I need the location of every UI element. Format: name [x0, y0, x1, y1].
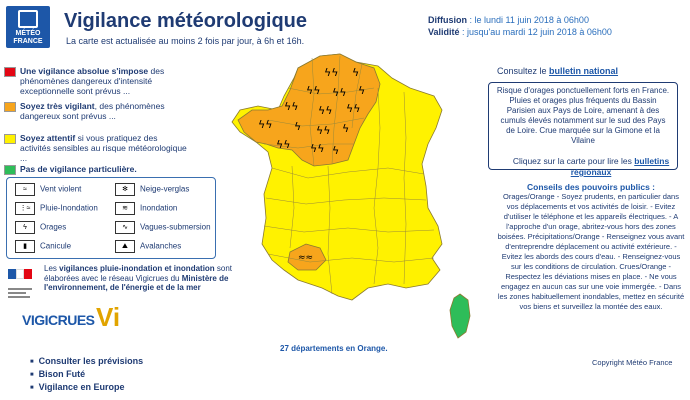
link-previsions[interactable]: ■ Consulter les prévisions [30, 356, 143, 366]
snow-ice-icon: ✻ [115, 183, 135, 196]
corsica[interactable] [450, 294, 470, 338]
vigicrues-text-1: Les [44, 264, 60, 273]
svg-text:ϟϟ: ϟϟ [316, 124, 331, 137]
republique-francaise-logo [8, 266, 34, 294]
validite-value: : jusqu'au mardi 12 juin 2018 à 06h00 [462, 27, 612, 37]
phenomenon-avalanche [115, 240, 181, 253]
legend-green [4, 164, 190, 174]
legend-orange-text: , des phénomènes dangereux sont prévus ... [20, 101, 165, 121]
national-bulletin-box: Risque d'orages ponctuellement forts en France. Pluies et orages plus fréquents du Bassin Parisien aux Pays de Loire, amenant à des cumuls élevés notamment sur le sud des Pays de Loire. Crue marquée sur la Gimone et la Vilaine [488, 82, 678, 170]
legend-green-title: Pas de vigilance particulière. [20, 164, 137, 174]
logo-mark-icon [18, 10, 38, 28]
legend-orange-title: Soyez très vigilant [20, 101, 95, 111]
regional-bulletins-link[interactable]: bulletins régionaux [570, 156, 670, 177]
bulletin-national-link[interactable]: bulletin national [549, 66, 619, 76]
phenomenon-wind [15, 183, 81, 196]
phenomenon-label: Avalanches [140, 241, 182, 251]
vigicrues-logo[interactable]: VIGICRUES [22, 312, 95, 328]
green-swatch [4, 165, 16, 175]
flood-icon: ≋ [115, 202, 135, 215]
validite-label: Validité [428, 27, 460, 37]
svg-text:ϟ: ϟ [342, 122, 350, 135]
advice-text: Orages/Orange - Soyez prudents, en particulier dans vos déplacements et vos activités de loisir. - Evitez d'utiliser le téléphone et les appareils électriques. - A l'approche d'un orage, abritez-vous hors des zones boisées. Précipitations/Orange - Renseignez vous avant d'entreprendre déplacement ou activité extérieure. - Evitez les abords des cours d'eau. - Renseignez-vous sur les conditions de circulation. Crues/Orange - Respectez les déviations mises en place. - Ne vous engagez en aucun cas sur une voie immergée. - Dans les zones habituellement inondables, mettez en sécurité vos biens et surveillez la montée des eaux. [497, 192, 685, 311]
link-bison-fute[interactable]: ■ Bison Futé [30, 369, 85, 379]
consult-prefix: Consultez le [497, 66, 550, 76]
phenomena-legend [6, 177, 216, 259]
svg-text:≈≈: ≈≈ [298, 253, 314, 263]
phenomenon-label: Vagues-submersion [140, 222, 211, 232]
svg-text:ϟϟ: ϟϟ [284, 100, 299, 113]
page-title: Vigilance météorologique [64, 10, 308, 32]
logo-text-1: MÉTÉO [15, 30, 41, 37]
logo-text-2: FRANCE [13, 38, 43, 45]
svg-text:ϟ: ϟ [294, 120, 302, 133]
ministry-link[interactable]: Ministère de l'environnement, de l'énergie et de la mer [44, 273, 229, 292]
phenomenon-rain-flood [15, 202, 98, 215]
yellow-swatch [4, 134, 16, 144]
legend-yellow [4, 133, 190, 163]
phenomenon-heat [15, 240, 71, 253]
public-advice [497, 182, 685, 312]
phenomenon-storm [15, 221, 66, 234]
waves-submersion-icon: ∿ [115, 221, 135, 234]
phenomenon-label: Pluie-Inondation [40, 203, 98, 213]
svg-text:ϟϟ: ϟϟ [346, 102, 361, 115]
phenomenon-label: Inondation [140, 203, 178, 213]
heatwave-icon: ▮ [15, 240, 35, 253]
vigicrues-link-1[interactable]: vigilances pluie-inondation et inondation [59, 264, 215, 273]
advice-title: Conseils des pouvoirs publics : [527, 182, 655, 192]
france-vigilance-map[interactable] [228, 48, 484, 348]
page-subtitle: La carte est actualisée au moins 2 fois par jour, à 6h et 16h. [66, 36, 305, 46]
phenomenon-snow [115, 183, 189, 196]
phenomenon-flood [115, 202, 177, 215]
svg-text:ϟϟ: ϟϟ [276, 138, 291, 151]
svg-text:ϟϟ: ϟϟ [324, 66, 339, 79]
svg-text:ϟϟ: ϟϟ [258, 118, 273, 131]
regional-bulletins [497, 156, 685, 178]
svg-text:ϟ: ϟ [352, 66, 360, 79]
rain-flood-icon: ⋮≈ [15, 202, 35, 215]
legend-orange [4, 101, 190, 121]
svg-text:ϟϟ: ϟϟ [332, 86, 347, 99]
diffusion-value: : le lundi 11 juin 2018 à 06h00 [469, 15, 589, 25]
diffusion-label: Diffusion [428, 15, 467, 25]
validity-box [428, 14, 680, 38]
phenomenon-label: Orages [40, 222, 67, 232]
vigicrues-vi-logo[interactable]: Vi [96, 302, 121, 332]
phenomenon-label: Canicule [40, 241, 72, 251]
meteo-france-logo[interactable] [6, 6, 50, 48]
orange-swatch [4, 102, 16, 112]
phenomenon-label: Vent violent [40, 184, 82, 194]
svg-text:ϟϟ: ϟϟ [318, 104, 333, 117]
legend-red-text: des phénomènes dangereux d'intensité exceptionnelle sont prévus ... [20, 66, 165, 96]
vigicrues-text-2: sont élaborées avec le réseau Vigicrues du [44, 264, 233, 283]
legend-red [4, 66, 190, 96]
consult-national [497, 66, 618, 76]
legend-yellow-title: Soyez attentif [20, 133, 76, 143]
legend-red-title: Une vigilance absolue s'impose [20, 66, 149, 76]
phenomenon-label: Neige-verglas [140, 184, 190, 194]
svg-text:ϟϟ: ϟϟ [306, 84, 321, 97]
svg-text:ϟϟ: ϟϟ [310, 142, 325, 155]
link-vigilance-europe[interactable]: ■ Vigilance en Europe [30, 382, 125, 392]
svg-text:ϟ: ϟ [358, 84, 366, 97]
copyright: Copyright Météo France [592, 358, 673, 367]
orange-count: 27 départements en Orange. [280, 344, 388, 353]
legend-yellow-text: si vous pratiquez des activités sensibles au risque météorologique ... [20, 133, 187, 163]
regional-prefix: Cliquez sur la carte pour lire les [512, 156, 635, 166]
red-swatch [4, 67, 16, 77]
storm-icon: ϟ [15, 221, 35, 234]
avalanche-icon: ⛰ [115, 240, 135, 253]
wind-icon: ≈ [15, 183, 35, 196]
svg-text:ϟ: ϟ [332, 144, 340, 157]
phenomenon-waves [115, 221, 211, 234]
